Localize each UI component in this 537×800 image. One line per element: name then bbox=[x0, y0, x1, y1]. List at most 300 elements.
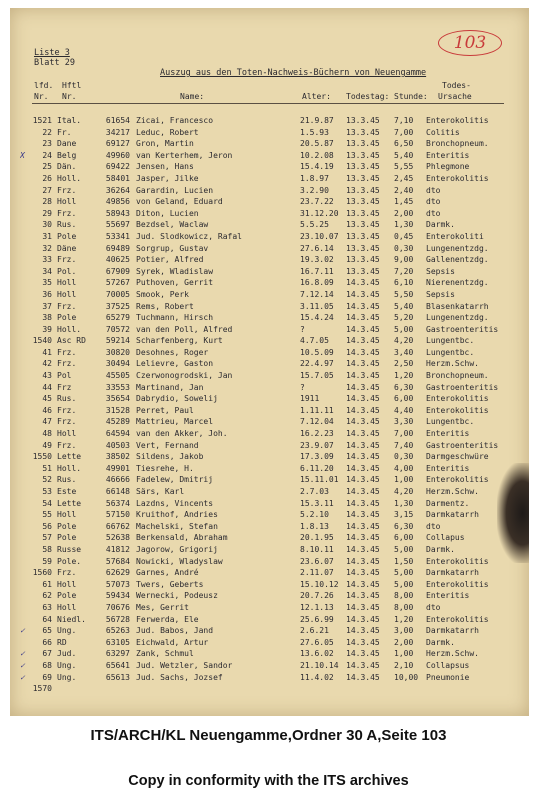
cell-date: 14.3.45 bbox=[346, 301, 380, 311]
cell-nat: Fr. bbox=[57, 127, 72, 137]
cell-name: Zank, Schmul bbox=[136, 649, 194, 659]
cell-hnr: 59434 bbox=[105, 591, 130, 601]
cell-nat: Lette bbox=[57, 452, 82, 462]
cell-lfd: 45 bbox=[42, 394, 52, 404]
cell-lfd: 64 bbox=[42, 614, 52, 624]
cell-hnr: 40503 bbox=[105, 440, 130, 450]
cell-date: 14.3.45 bbox=[346, 556, 380, 566]
cell-nat: Pole bbox=[57, 521, 77, 531]
cell-date: 13.3.45 bbox=[346, 255, 380, 265]
cell-date: 13.3.45 bbox=[346, 127, 380, 137]
cell-name: Bezdsel, Waclaw bbox=[136, 220, 209, 230]
cell-date: 14.3.45 bbox=[346, 394, 380, 404]
cell-date: 14.3.45 bbox=[346, 452, 380, 462]
cell-date: 14.3.45 bbox=[346, 371, 380, 381]
cell-nat: Frz. bbox=[57, 208, 77, 218]
table-row bbox=[10, 231, 529, 243]
archive-reference-caption: ITS/ARCH/KL Neuengamme,Ordner 30 A,Seite 103 bbox=[90, 727, 447, 744]
cell-name: Lazdns, Vincents bbox=[136, 498, 214, 508]
cell-date: 13.3.45 bbox=[346, 208, 380, 218]
cell-hnr: 45289 bbox=[105, 417, 130, 427]
cell-name: van den Akker, Joh. bbox=[136, 429, 228, 439]
cell-time: 9,00 bbox=[394, 255, 414, 265]
cell-age: 1.5.93 bbox=[300, 127, 329, 137]
cell-time: 5,00 bbox=[394, 544, 414, 554]
cell-age: 2.6.21 bbox=[300, 626, 329, 636]
cell-time: 1,00 bbox=[394, 475, 414, 485]
cell-mark: ✓ bbox=[20, 660, 25, 670]
death-register-table bbox=[10, 115, 529, 695]
cell-cause: Gastroenteritis bbox=[426, 324, 499, 334]
table-row bbox=[10, 324, 529, 336]
cell-time: 3,00 bbox=[394, 626, 414, 636]
cell-cause: Pneumonie bbox=[426, 672, 470, 682]
cell-lfd: 59 bbox=[42, 556, 52, 566]
cell-age: 20.7.26 bbox=[300, 591, 334, 601]
cell-cause: Darmk. bbox=[426, 544, 455, 554]
cell-time: 6,30 bbox=[394, 382, 414, 392]
cell-lfd: 1550 bbox=[32, 452, 52, 462]
cell-cause: Darmkatarrh bbox=[426, 626, 479, 636]
cell-date: 13.3.45 bbox=[346, 150, 380, 160]
col-header-cause: Ursache bbox=[438, 92, 472, 101]
cell-time: 3,15 bbox=[394, 510, 414, 520]
cell-nat: Holl bbox=[57, 278, 77, 288]
table-row bbox=[10, 138, 529, 150]
cell-time: 0,30 bbox=[394, 452, 414, 462]
cell-time: 2,40 bbox=[394, 185, 414, 195]
cell-time: 0,30 bbox=[394, 243, 414, 253]
cell-date: 13.3.45 bbox=[346, 173, 380, 183]
cell-cause: Gastroenteritis bbox=[426, 382, 499, 392]
cell-cause: Phlegmone bbox=[426, 162, 470, 172]
cell-hnr: 63297 bbox=[105, 649, 130, 659]
cell-nat: Pole bbox=[57, 533, 77, 543]
cell-age: 15.4.24 bbox=[300, 313, 334, 323]
cell-name: Potier, Alfred bbox=[136, 255, 204, 265]
cell-cause: Herzm.Schw. bbox=[426, 649, 479, 659]
cell-lfd: 43 bbox=[42, 371, 52, 381]
cell-date: 14.3.45 bbox=[346, 568, 380, 578]
cell-age: 31.12.20 bbox=[300, 208, 339, 218]
cell-nat: Frz. bbox=[57, 405, 77, 415]
cell-lfd: 49 bbox=[42, 440, 52, 450]
cell-nat: Holl. bbox=[57, 173, 82, 183]
cell-lfd: 23 bbox=[42, 139, 52, 149]
cell-age: 23.6.07 bbox=[300, 556, 334, 566]
cell-time: 1,50 bbox=[394, 556, 414, 566]
cell-time: 1,45 bbox=[394, 197, 414, 207]
cell-name: Desohnes, Roger bbox=[136, 347, 209, 357]
cell-nat: Holl bbox=[57, 289, 77, 299]
cell-name: Eichwald, Artur bbox=[136, 637, 209, 647]
liste-label: Liste 3 bbox=[34, 48, 70, 58]
cell-lfd: 25 bbox=[42, 162, 52, 172]
cell-age: 7.12.14 bbox=[300, 289, 334, 299]
cell-age: 10.5.09 bbox=[300, 347, 334, 357]
cell-name: Zicai, Francesco bbox=[136, 116, 214, 125]
cell-date: 14.3.45 bbox=[346, 602, 380, 612]
cell-hnr: 70572 bbox=[105, 324, 130, 334]
cell-date: 14.3.45 bbox=[346, 463, 380, 473]
cell-name: Fadelew, Dmitrij bbox=[136, 475, 214, 485]
cell-date: 14.3.45 bbox=[346, 533, 380, 543]
table-row bbox=[10, 486, 529, 498]
cell-time: 5,55 bbox=[394, 162, 414, 172]
cell-time: 5,00 bbox=[394, 579, 414, 589]
cell-lfd: 65 bbox=[42, 626, 52, 636]
cell-lfd: 52 bbox=[42, 475, 52, 485]
cell-hnr: 56374 bbox=[105, 498, 130, 508]
cell-lfd: 22 bbox=[42, 127, 52, 137]
cell-lfd: 61 bbox=[42, 579, 52, 589]
cell-name: Puthoven, Gerrit bbox=[136, 278, 214, 288]
cell-age: 27.6.14 bbox=[300, 243, 334, 253]
cell-lfd: 67 bbox=[42, 649, 52, 659]
cell-hnr: 62629 bbox=[105, 568, 130, 578]
cell-age: 21.9.87 bbox=[300, 116, 334, 125]
cell-hnr: 66148 bbox=[105, 487, 130, 496]
table-row bbox=[10, 161, 529, 173]
cell-time: 6,00 bbox=[394, 533, 414, 543]
cell-cause: Lungenentzdg. bbox=[426, 243, 489, 253]
cell-time: 10,00 bbox=[394, 672, 419, 682]
table-row bbox=[10, 474, 529, 486]
cell-name: Kruithof, Andries bbox=[136, 510, 218, 520]
cell-cause: Enterokolitis bbox=[426, 556, 489, 566]
cell-nat: Holl bbox=[57, 602, 77, 612]
cell-date: 14.3.45 bbox=[346, 510, 380, 520]
cell-hnr: 65641 bbox=[105, 660, 130, 670]
cell-cause: dto bbox=[426, 197, 441, 207]
col-header-hftl: Hftl bbox=[62, 81, 82, 90]
cell-cause: Darmk. bbox=[426, 637, 455, 647]
cell-time: 2,45 bbox=[394, 173, 414, 183]
cell-time: 2,10 bbox=[394, 660, 414, 670]
cell-nat: Däne bbox=[57, 243, 77, 253]
cell-name: Smook, Perk bbox=[136, 289, 189, 299]
cell-age: 1911 bbox=[300, 394, 320, 404]
cell-time: 1,20 bbox=[394, 371, 414, 381]
table-row bbox=[10, 648, 529, 660]
cell-date: 14.3.45 bbox=[346, 660, 380, 670]
cell-date: 14.3.45 bbox=[346, 405, 380, 415]
cell-hnr: 53341 bbox=[105, 231, 130, 241]
cell-lfd: 35 bbox=[42, 278, 52, 288]
cell-nat: Holl bbox=[57, 579, 77, 589]
cell-hnr: 45505 bbox=[105, 371, 130, 381]
cell-lfd: 41 bbox=[42, 347, 52, 357]
cell-cause: Enterokolitis bbox=[426, 579, 489, 589]
cell-name: Jasper, Jilke bbox=[136, 173, 199, 183]
cell-age: 13.6.02 bbox=[300, 649, 334, 659]
cell-age: 20.5.87 bbox=[300, 139, 334, 149]
table-row bbox=[10, 115, 529, 127]
cell-lfd: 48 bbox=[42, 429, 52, 439]
cell-name: Berkensald, Abraham bbox=[136, 533, 228, 543]
cell-date: 13.3.45 bbox=[346, 266, 380, 276]
cell-date: 14.3.45 bbox=[346, 440, 380, 450]
cell-date: 14.3.45 bbox=[346, 579, 380, 589]
table-row bbox=[10, 266, 529, 278]
cell-lfd: 54 bbox=[42, 498, 52, 508]
cell-hnr: 37525 bbox=[105, 301, 130, 311]
cell-time: 5,20 bbox=[394, 313, 414, 323]
cell-name: Machelski, Stefan bbox=[136, 521, 218, 531]
cell-time: 5,00 bbox=[394, 568, 414, 578]
table-row bbox=[10, 637, 529, 649]
col-header-nr-hftl: Nr. bbox=[62, 92, 77, 101]
cell-hnr: 46666 bbox=[105, 475, 130, 485]
cell-time: 3,40 bbox=[394, 347, 414, 357]
cell-time: 8,00 bbox=[394, 602, 414, 612]
cell-nat: Frz. bbox=[57, 255, 77, 265]
cell-hnr: 41812 bbox=[105, 544, 130, 554]
cell-hnr: 65263 bbox=[105, 626, 130, 636]
cell-name: Garardin, Lucien bbox=[136, 185, 214, 195]
table-row bbox=[10, 185, 529, 197]
cell-hnr: 57150 bbox=[105, 510, 130, 520]
cell-cause: Herzm.Schw. bbox=[426, 359, 479, 369]
cell-age: 1.8.13 bbox=[300, 521, 329, 531]
col-header-lfd: lfd. bbox=[34, 81, 54, 90]
table-row bbox=[10, 219, 529, 231]
cell-time: 8,00 bbox=[394, 591, 414, 601]
page-edge-shadow bbox=[497, 463, 529, 563]
cell-hnr: 49856 bbox=[105, 197, 130, 207]
cell-time: 4,40 bbox=[394, 405, 414, 415]
cell-date: 14.3.45 bbox=[346, 672, 380, 682]
cell-hnr: 64594 bbox=[105, 429, 130, 439]
cell-nat: Pole. bbox=[57, 556, 82, 566]
table-row bbox=[10, 358, 529, 370]
cell-hnr: 30820 bbox=[105, 347, 130, 357]
cell-cause: Collapus bbox=[426, 533, 465, 543]
cell-cause: Enterokolitis bbox=[426, 614, 489, 624]
cell-cause: Darmkatarrh bbox=[426, 510, 479, 520]
cell-cause: Enteritis bbox=[426, 150, 470, 160]
cell-name: Mes, Gerrit bbox=[136, 602, 189, 612]
cell-age: 6.11.20 bbox=[300, 463, 334, 473]
cell-nat: Frz bbox=[57, 382, 72, 392]
cell-lfd: 36 bbox=[42, 289, 52, 299]
cell-age: 15.4.19 bbox=[300, 162, 334, 172]
cell-date: 14.3.45 bbox=[346, 313, 380, 323]
cell-nat: Pole bbox=[57, 313, 77, 323]
table-row bbox=[10, 289, 529, 301]
cell-name: Twers, Geberts bbox=[136, 579, 204, 589]
blatt-label: Blatt 29 bbox=[34, 58, 75, 68]
cell-cause: Sepsis bbox=[426, 266, 455, 276]
cell-name: Dabrydio, Sowelij bbox=[136, 394, 218, 404]
cell-cause: Enterokolitis bbox=[426, 394, 489, 404]
cell-cause: Darmk. bbox=[426, 220, 455, 230]
cell-cause: Enterokolitis bbox=[426, 116, 489, 125]
cell-date: 14.3.45 bbox=[346, 649, 380, 659]
table-row bbox=[10, 683, 529, 695]
table-row bbox=[10, 335, 529, 347]
cell-age: 23.7.22 bbox=[300, 197, 334, 207]
cell-nat: Jud. bbox=[57, 649, 77, 659]
cell-nat: Este bbox=[57, 487, 77, 496]
table-row bbox=[10, 416, 529, 428]
cell-name: Jensen, Hans bbox=[136, 162, 194, 172]
cell-date: 13.3.45 bbox=[346, 116, 380, 125]
cell-date: 13.3.45 bbox=[346, 162, 380, 172]
cell-nat: Lette bbox=[57, 498, 82, 508]
cell-nat: Ital. bbox=[57, 116, 82, 125]
cell-name: Ferwerda, Ele bbox=[136, 614, 199, 624]
cell-lfd: 1521 bbox=[32, 116, 52, 125]
cell-name: Jud. Babos, Jand bbox=[136, 626, 214, 636]
cell-nat: Frz. bbox=[57, 359, 77, 369]
cell-age: 4.7.05 bbox=[300, 336, 329, 346]
table-row bbox=[10, 590, 529, 602]
cell-age: 22.4.97 bbox=[300, 359, 334, 369]
cell-nat: Holl bbox=[57, 197, 77, 207]
cell-cause: Enterokolitis bbox=[426, 173, 489, 183]
cell-lfd: 46 bbox=[42, 405, 52, 415]
cell-hnr: 31528 bbox=[105, 405, 130, 415]
cell-time: 1,00 bbox=[394, 649, 414, 659]
table-row bbox=[10, 451, 529, 463]
cell-age: 25.6.99 bbox=[300, 614, 334, 624]
cell-name: Gron, Martin bbox=[136, 139, 194, 149]
cell-nat: Frz. bbox=[57, 301, 77, 311]
col-header-date: Todestag: bbox=[346, 92, 390, 101]
table-row bbox=[10, 428, 529, 440]
cell-date: 14.3.45 bbox=[346, 521, 380, 531]
cell-hnr: 57684 bbox=[105, 556, 130, 566]
table-row bbox=[10, 672, 529, 684]
cell-nat: Dän. bbox=[57, 162, 77, 172]
cell-age: 27.6.05 bbox=[300, 637, 334, 647]
table-row bbox=[10, 243, 529, 255]
cell-lfd: 38 bbox=[42, 313, 52, 323]
col-header-time: Stunde: bbox=[394, 92, 428, 101]
cell-cause: dto bbox=[426, 521, 441, 531]
table-row bbox=[10, 301, 529, 313]
cell-date: 14.3.45 bbox=[346, 289, 380, 299]
cell-time: 6,50 bbox=[394, 139, 414, 149]
cell-lfd: 1570 bbox=[32, 684, 52, 694]
cell-date: 14.3.45 bbox=[346, 347, 380, 357]
table-row bbox=[10, 567, 529, 579]
cell-lfd: 34 bbox=[42, 266, 52, 276]
cell-cause: Enterokoliti bbox=[426, 231, 484, 241]
cell-nat: Ung. bbox=[57, 660, 77, 670]
cell-age: ? bbox=[300, 382, 305, 392]
cell-hnr: 30494 bbox=[105, 359, 130, 369]
cell-date: 14.3.45 bbox=[346, 614, 380, 624]
cell-date: 14.3.45 bbox=[346, 324, 380, 334]
table-row bbox=[10, 509, 529, 521]
cell-time: 6,00 bbox=[394, 394, 414, 404]
cell-date: 14.3.45 bbox=[346, 637, 380, 647]
cell-date: 14.3.45 bbox=[346, 359, 380, 369]
cell-nat: Pole bbox=[57, 231, 77, 241]
cell-time: 7,00 bbox=[394, 127, 414, 137]
cell-age: 3.2.90 bbox=[300, 185, 329, 195]
cell-hnr: 65279 bbox=[105, 313, 130, 323]
table-row bbox=[10, 625, 529, 637]
cell-time: 5,40 bbox=[394, 150, 414, 160]
cell-cause: Nierenentzdg. bbox=[426, 278, 489, 288]
cell-lfd: 55 bbox=[42, 510, 52, 520]
table-row bbox=[10, 614, 529, 626]
cell-time: 1,30 bbox=[394, 220, 414, 230]
cell-lfd: 33 bbox=[42, 255, 52, 265]
cell-cause: Enteritis bbox=[426, 463, 470, 473]
cell-name: Diton, Lucien bbox=[136, 208, 199, 218]
cell-time: 5,50 bbox=[394, 289, 414, 299]
cell-age: 12.1.13 bbox=[300, 602, 334, 612]
cell-hnr: 67909 bbox=[105, 266, 130, 276]
cell-age: ? bbox=[300, 324, 305, 334]
cell-time: 4,00 bbox=[394, 463, 414, 473]
cell-time: 6,10 bbox=[394, 278, 414, 288]
table-row bbox=[10, 277, 529, 289]
cell-hnr: 59214 bbox=[105, 336, 130, 346]
cell-date: 14.3.45 bbox=[346, 475, 380, 485]
cell-age: 23.10.07 bbox=[300, 231, 339, 241]
cell-name: Scharfenberg, Kurt bbox=[136, 336, 223, 346]
cell-name: Rems, Robert bbox=[136, 301, 194, 311]
cell-age: 16.2.23 bbox=[300, 429, 334, 439]
cell-date: 14.3.45 bbox=[346, 498, 380, 508]
header-rule bbox=[32, 103, 504, 104]
cell-hnr: 57073 bbox=[105, 579, 130, 589]
cell-age: 8.10.11 bbox=[300, 544, 334, 554]
cell-lfd: 66 bbox=[42, 637, 52, 647]
table-row bbox=[10, 602, 529, 614]
cell-hnr: 36264 bbox=[105, 185, 130, 195]
cell-nat: Dane bbox=[57, 139, 77, 149]
table-row bbox=[10, 347, 529, 359]
cell-name: Mattrieu, Marcel bbox=[136, 417, 214, 427]
cell-date: 13.3.45 bbox=[346, 197, 380, 207]
cell-time: 6,30 bbox=[394, 521, 414, 531]
cell-time: 0,45 bbox=[394, 231, 414, 241]
cell-hnr: 55697 bbox=[105, 220, 130, 230]
cell-age: 1.11.11 bbox=[300, 405, 334, 415]
cell-nat: Rus. bbox=[57, 394, 77, 404]
cell-age: 15.7.05 bbox=[300, 371, 334, 381]
cell-cause: Lungentbc. bbox=[426, 336, 475, 346]
cell-date: 14.3.45 bbox=[346, 417, 380, 427]
table-row bbox=[10, 544, 529, 556]
col-header-name: Name: bbox=[180, 92, 205, 101]
cell-nat: Holl. bbox=[57, 324, 82, 334]
cell-time: 7,40 bbox=[394, 440, 414, 450]
cell-lfd: 51 bbox=[42, 463, 52, 473]
cell-lfd: 58 bbox=[42, 544, 52, 554]
cell-nat: Frz. bbox=[57, 417, 77, 427]
cell-hnr: 58943 bbox=[105, 208, 130, 218]
cell-date: 13.3.45 bbox=[346, 139, 380, 149]
cell-hnr: 49960 bbox=[105, 150, 130, 160]
cell-lfd: 1560 bbox=[32, 568, 52, 578]
cell-nat: Ung. bbox=[57, 626, 77, 636]
table-row bbox=[10, 556, 529, 568]
table-row bbox=[10, 440, 529, 452]
cell-mark: ✓ bbox=[20, 672, 25, 682]
cell-cause: Herzm.Schw. bbox=[426, 487, 479, 496]
cell-age: 10.2.08 bbox=[300, 150, 334, 160]
table-row bbox=[10, 405, 529, 417]
cell-lfd: 44 bbox=[42, 382, 52, 392]
cell-hnr: 70676 bbox=[105, 602, 130, 612]
